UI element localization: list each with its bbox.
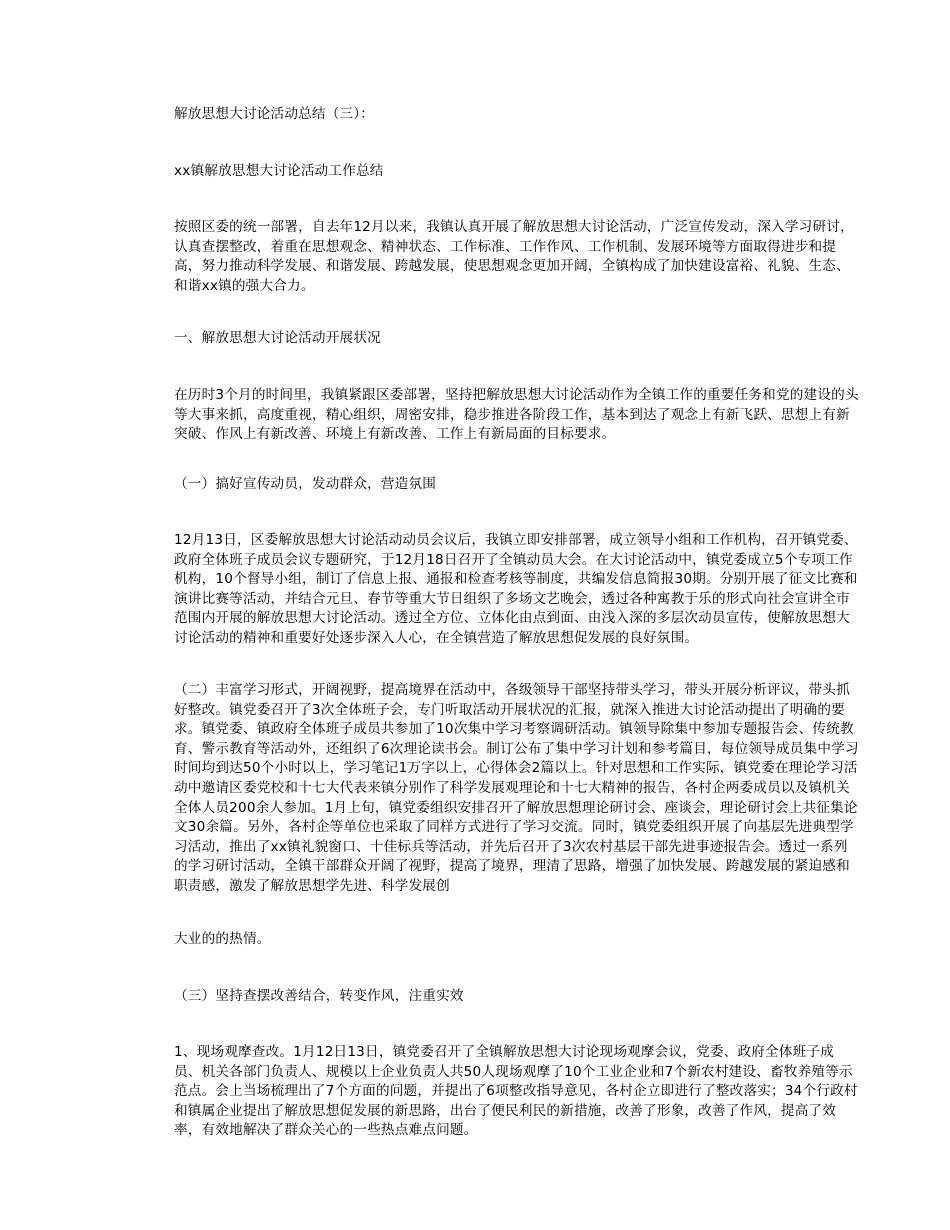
subsection-heading-1: （一）搞好宣传动员，发动群众，营造氛围 [174, 476, 437, 492]
paragraph-section-1: 在历时3个月的时间里，我镇紧跟区委部署，坚持把解放思想大讨论活动作为全镇工作的重要任务和党的建设的头等大事来抓，高度重视，精心组织，周密安排，稳步推进各阶段工作，基本到达了观念上有新飞跃、思想上有新突破、作风上有新改善、环境上有新改善、工作上有新局面的目标要求。 [174, 387, 859, 443]
subsection-heading-3: （三）坚持查摆改善结合，转变作风，注重实效 [174, 988, 464, 1004]
paragraph-continuation: 大业的的热情。 [174, 931, 271, 947]
paragraph-intro: 按照区委的统一部署，自去年12月以来，我镇认真开展了解放思想大讨论活动，广泛宣传发动，深入学习研讨，认真查摆整改，着重在思想观念、精神状态、工作标准、工作作风、工作机制、发展环境等方面取得进步和提高，努力推动科学发展、和谐发展、跨越发展，使思想观念更加开阔，全镇构成了加快建设富裕、礼貌、生态、和谐xx镇的强大合力。 [174, 219, 854, 294]
section-heading-1: 一、解放思想大讨论活动开展状况 [174, 330, 381, 346]
document-subtitle: xx镇解放思想大讨论活动工作总结 [174, 163, 384, 179]
paragraph-subsection-2: （二）丰富学习形式，开阔视野，提高境界在活动中，各级领导干部坚持带头学习，带头开展分析评议，带头抓好整改。镇党委召开了3次全体班子会，专门听取活动开展状况的汇报，就深入推进大讨论活动提出了明确的要求。镇党委、镇政府全体班子成员共参加了10次集中学习考察调研活动。镇领导除集中参加专题报告会、传统教育、警示教育等活动外，还组织了6次理论读书会。制订公布了集中学习计划和参考篇目，每位领导成员集中学习时间均到达50个小时以上，学习笔记1万字以上，心得体会2篇以上。针对思想和工作实际，镇党委在理论学习活动中邀请区委党校和十七大代表来镇分别作了科学发展观理论和十七大精神的报告，各村企两委成员以及镇机关全体人员200余人参加。1月上旬，镇党委组织安排召开了解放思想理论研讨会、座谈会，理论研讨会上共征集论文30余篇。另外，各村企等单位也采取了同样方式进行了学习交流。同时，镇党委组织开展了向基层先进典型学习活动，推出了xx镇礼貌窗口、十佳标兵等活动，并先后召开了3次农村基层干部先进事迹报告会。透过一系列的学习研讨活动，全镇干部群众开阔了视野，提高了境界，理清了思路，增强了加快发展、跨越发展的紧迫感和职责感，激发了解放思想学先进、科学发展创 [174, 682, 859, 894]
paragraph-subsection-1: 12月13日，区委解放思想大讨论活动动员会议后，我镇立即安排部署，成立领导小组和工作机构，召开镇党委、政府全体班子成员会议专题研究，于12月18日召开了全镇动员大会。在大讨论活动中，镇党委成立5个专项工作机构，10个督导小组，制订了信息上报、通报和检查考核等制度，共编发信息简报30期。分别开展了征文比赛和演讲比赛等活动，并结合元旦、春节等重大节日组织了多场文艺晚会，透过各种寓教于乐的形式向社会宣讲全市范围内开展的解放思想大讨论活动。透过全方位、立体化由点到面、由浅入深的多层次动员宣传，使解放思想大讨论活动的精神和重要好处逐步深入人心，在全镇营造了解放思想促发展的良好氛围。 [174, 532, 858, 646]
paragraph-subsection-3: 1、现场观摩查改。1月12日13日，镇党委召开了全镇解放思想大讨论现场观摩会议，党委、政府全体班子成员、机关各部门负责人、规模以上企业负责人共50人现场观摩了10个工业企业和7个新农村建设、畜牧养殖等示范点。会上当场梳理出了7个方面的问题，并提出了6项整改指导意见，各村企立即进行了整改落实；34个行政村和镇属企业提出了解放思想促发展的新思路，出台了便民利民的新措施，改善了形象，改善了作风，提高了效率，有效地解决了群众关心的一些热点难点问题。 [174, 1044, 858, 1139]
document-title: 解放思想大讨论活动总结（三）： [174, 106, 375, 122]
